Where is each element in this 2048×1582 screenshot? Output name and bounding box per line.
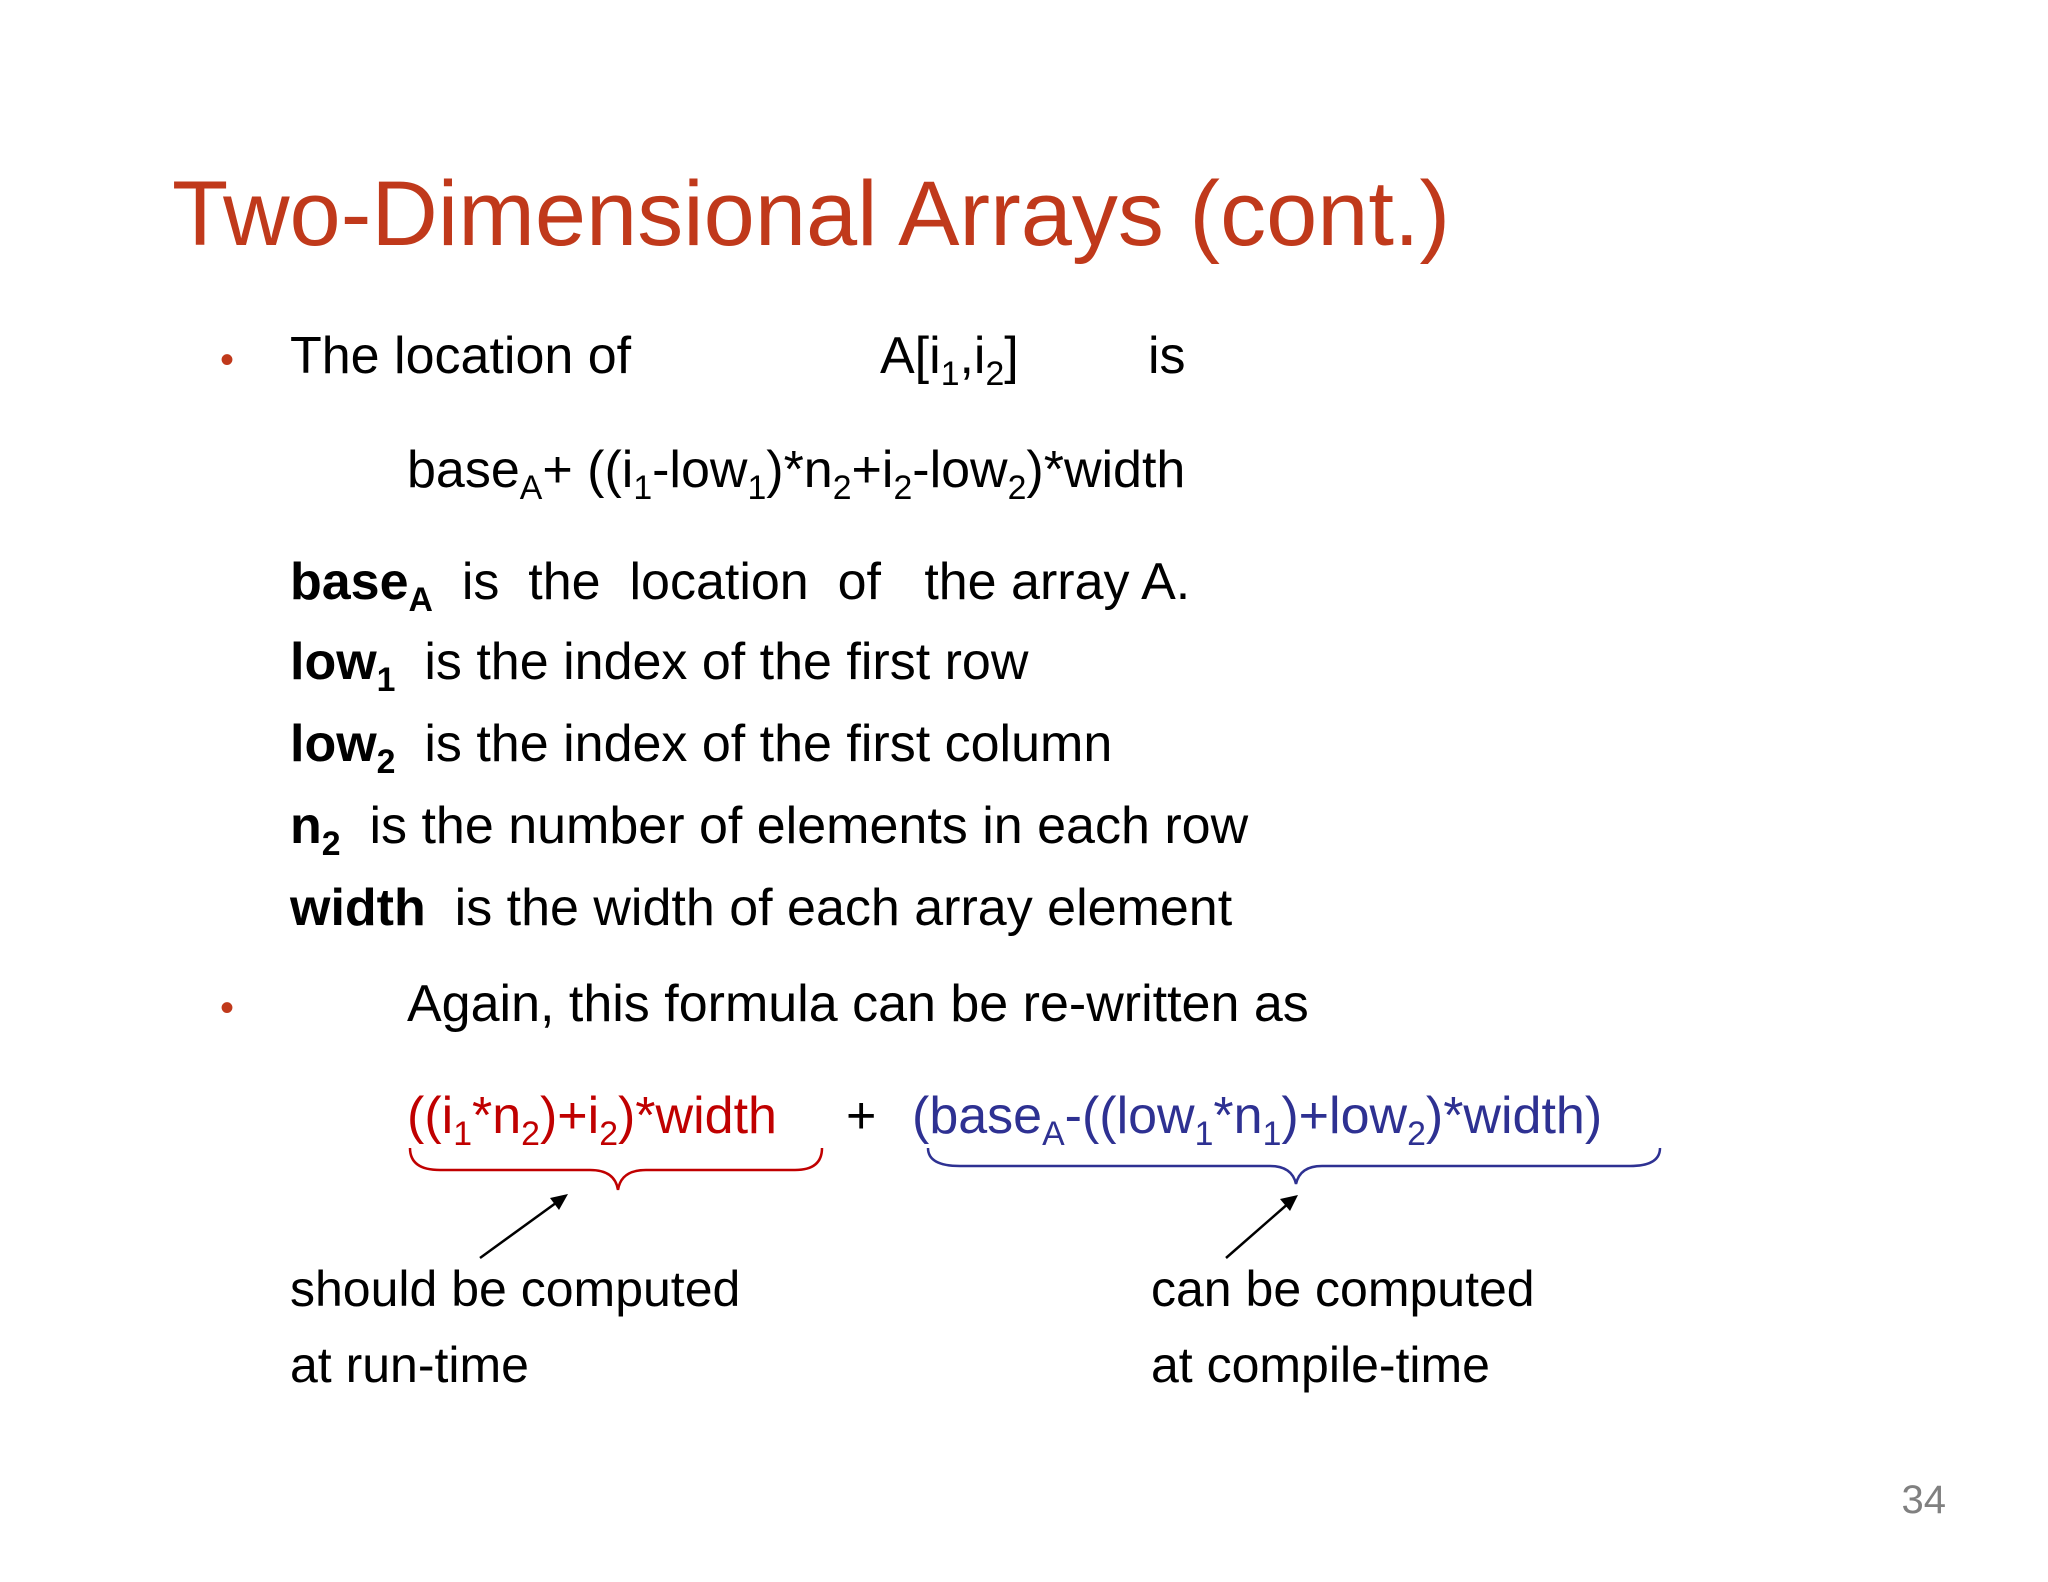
compiletime-arrow xyxy=(1226,1195,1298,1258)
compiletime-note-line1: can be computed xyxy=(1151,1261,1535,1317)
address-formula: base$_A$+ $((i_1-low_1)*n_2+i_2-low_2)*width$ xyxy=(407,441,1186,507)
bullet1-expression: $A[i_1,i_2]$ xyxy=(880,327,1019,393)
runtime-arrow xyxy=(480,1194,568,1258)
definition-width: width is the width of each array element xyxy=(290,879,1233,937)
definition-n2: $n_2$ is the number of elements in each row xyxy=(290,797,1249,863)
bullet2-text: Again, this formula can be re-written as xyxy=(407,975,1309,1033)
compiletime-note-line2: at compile-time xyxy=(1151,1337,1490,1393)
plus-sign: + xyxy=(846,1087,877,1145)
runtime-expression: $((i_1*n_2)+i_2)*width$ xyxy=(407,1087,777,1153)
compiletime-expression: $(base_A-((low_1*n_1)+low_2)*width)$ xyxy=(912,1087,1603,1153)
page-number: 34 xyxy=(1901,1478,1946,1522)
runtime-note-line2: at run-time xyxy=(290,1337,529,1393)
definition-low2: low$_2$ is the index of the first column xyxy=(290,715,1113,781)
bullet1-is: is xyxy=(1148,327,1186,385)
compiletime-brace xyxy=(928,1148,1660,1184)
bullet-marker: • xyxy=(220,338,235,382)
definition-base: base$_A$ is the location of the array A. xyxy=(290,553,1191,619)
slide-title: Two-Dimensional Arrays (cont.) xyxy=(172,163,1451,265)
runtime-note-line1: should be computed xyxy=(290,1261,741,1317)
runtime-brace xyxy=(410,1148,822,1190)
definition-low1: low$_1$ is the index of the first row xyxy=(290,633,1029,699)
bullet1-lead: The location of xyxy=(290,327,632,385)
bullet-marker: • xyxy=(220,986,235,1030)
